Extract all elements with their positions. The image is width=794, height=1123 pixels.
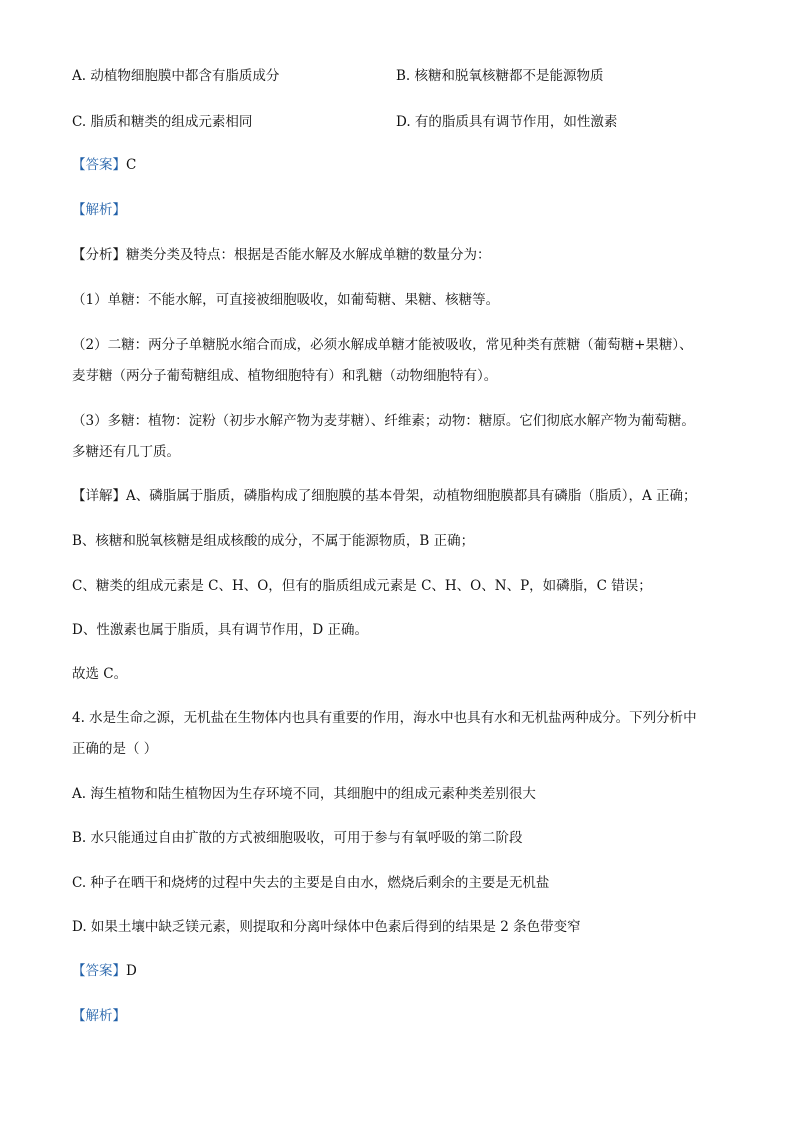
q3-analysis-label: 【解析】 (72, 202, 126, 218)
q3-fenxi (72, 245, 491, 265)
q4-option-c: C. 种子在晒干和烧烤的过程中失去的主要是自由水，燃烧后剩余的主要是无机盐 (72, 875, 550, 891)
fenxi-text: 糖类分类及特点：根据是否能水解及水解成单糖的数量分为： (126, 247, 491, 263)
xiangjie-label: 【详解】 (72, 488, 126, 504)
q3-answer (72, 155, 136, 175)
q3-xiangjie (72, 486, 697, 506)
q3-option-a: A. 动植物细胞膜中都含有脂质成分 (72, 68, 280, 84)
q3-paragraph-2-line-1: （2）二糖：两分子单糖脱水缩合而成，必须水解成单糖才能被吸收，常见种类有蔗糖（葡萄糖+果糖）、 (72, 337, 693, 353)
answer-value: C (126, 157, 137, 173)
q4-stem-line-1: 4. 水是生命之源，无机盐在生物体内也具有重要的作用，海水中也具有水和无机盐两种成分。下列分析中 (72, 710, 697, 726)
fenxi-label: 【分析】 (72, 247, 126, 263)
answer-value: D (126, 963, 137, 979)
xiangjie-text: A、磷脂属于脂质，磷脂构成了细胞膜的基本骨架，动植物细胞膜都具有磷脂（脂质），A 正确； (126, 488, 697, 504)
q3-conclusion: 故选 C。 (72, 666, 128, 682)
q3-paragraph-2-line-2: 麦芽糖（两分子葡萄糖组成、植物细胞特有）和乳糖（动物细胞特有）。 (72, 368, 498, 384)
q4-option-a: A. 海生植物和陆生植物因为生存环境不同，其细胞中的组成元素种类差别很大 (72, 786, 536, 802)
q4-stem-line-2: 正确的是（ ） (72, 741, 158, 757)
q3-option-b: B. 核糖和脱氧核糖都不是能源物质 (396, 68, 604, 84)
q3-detail-b: B、核糖和脱氧核糖是组成核酸的成分，不属于能源物质，B 正确； (72, 533, 475, 549)
q4-option-d: D. 如果土壤中缺乏镁元素，则提取和分离叶绿体中色素后得到的结果是 2 条色带变窄 (72, 919, 581, 935)
answer-label: 【答案】 (72, 157, 126, 173)
q4-option-b: B. 水只能通过自由扩散的方式被细胞吸收，可用于参与有氧呼吸的第二阶段 (72, 830, 523, 846)
q3-paragraph-3-line-1: （3）多糖：植物：淀粉（初步水解产物为麦芽糖）、纤维素；动物：糖原。它们彻底水解产物为葡萄糖。 (72, 413, 695, 429)
q3-detail-c: C、糖类的组成元素是 C、H、O，但有的脂质组成元素是 C、H、O、N、P，如磷脂，C 错误； (72, 578, 652, 594)
q3-detail-d: D、性激素也属于脂质，具有调节作用，D 正确。 (72, 622, 368, 638)
answer-label: 【答案】 (72, 963, 126, 979)
q3-paragraph-3-line-2: 多糖还有几丁质。 (72, 444, 180, 460)
q3-option-d: D. 有的脂质具有调节作用，如性激素 (396, 114, 618, 130)
q4-analysis-label: 【解析】 (72, 1008, 126, 1024)
q3-option-c: C. 脂质和糖类的组成元素相同 (72, 114, 253, 130)
q4-answer (72, 961, 137, 981)
q3-paragraph-1: （1）单糖：不能水解，可直接被细胞吸收，如葡萄糖、果糖、核糖等。 (72, 292, 500, 308)
